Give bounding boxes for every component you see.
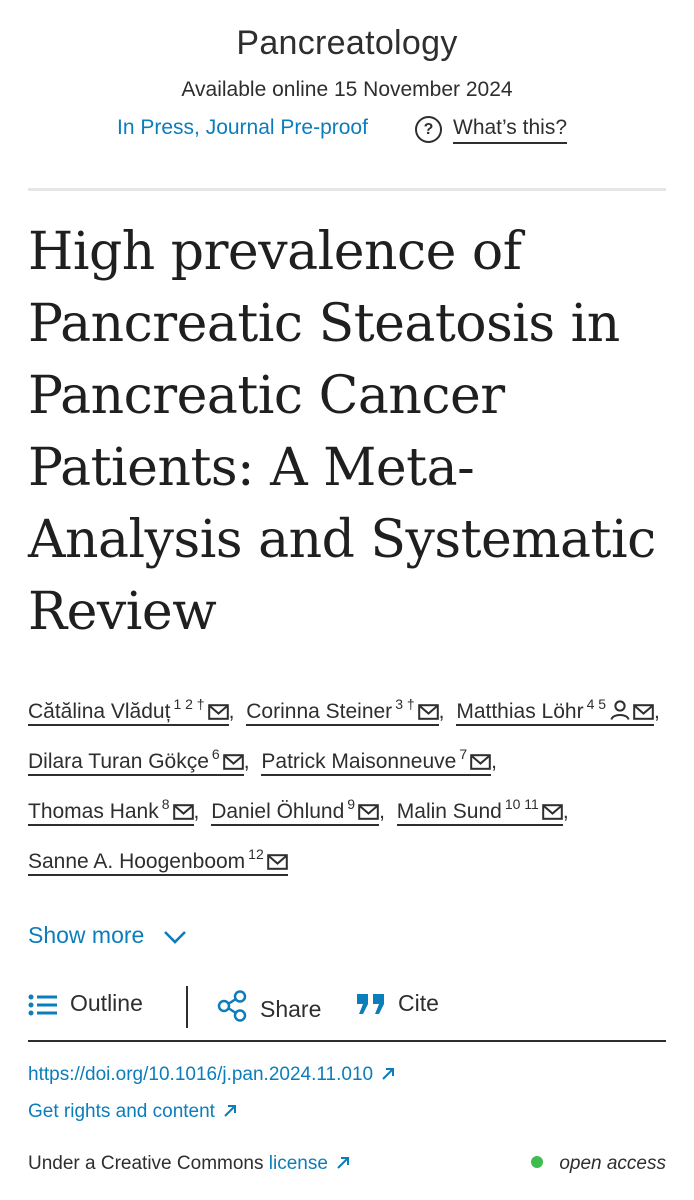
rights-link[interactable] [28,1101,237,1123]
person-icon [610,694,630,734]
license-link-label: license [268,1153,328,1174]
journal-title[interactable]: Pancreatology [236,24,458,62]
author-affiliations: 12 [248,846,264,862]
author-affiliations: 4 5 [586,696,607,712]
author-separator: , [654,700,660,723]
mail-icon [470,744,491,784]
rights-label: Get rights and content [28,1101,215,1122]
journal-preproof-link[interactable]: In Press, Journal Pre-proof [117,116,368,139]
author-affiliations: 1 2 † [173,696,205,712]
license-row [28,1153,666,1175]
author-link[interactable] [28,796,194,826]
external-link-icon [223,1104,237,1118]
open-access-badge [531,1153,666,1175]
author-name: Dilara Turan Gökçe [28,750,209,773]
whats-this-link[interactable]: What’s this? [453,116,567,144]
doi-link[interactable] [28,1064,395,1086]
author-separator: , [438,700,445,723]
author-list [28,684,668,884]
author-link[interactable] [28,846,288,876]
outline-label: Outline [70,990,143,1016]
outline-button[interactable] [28,990,143,1017]
chevron-down-icon [163,929,187,945]
share-icon [216,990,248,1022]
author-affiliations: 8 [161,796,170,812]
author-name: Malin Sund [396,800,502,823]
open-access-dot [531,1156,543,1168]
mail-icon [173,794,194,834]
author-name: Patrick Maisonneuve [261,750,457,773]
article-toolbar [28,986,666,1028]
author-affiliations: 3 † [395,696,415,712]
doi-label: https://doi.org/10.1016/j.pan.2024.11.010 [28,1064,374,1085]
author-affiliations: 6 [211,746,220,762]
author-affiliations: 10 11 [504,796,539,812]
cite-label: Cite [398,990,439,1016]
mail-icon [223,744,244,784]
author-name: Cătălina Vlăduț [28,700,171,723]
mail-icon [208,694,229,734]
help-icon[interactable]: ? [415,116,442,143]
author-link[interactable] [28,696,229,726]
external-link-icon [336,1156,350,1170]
author-link[interactable] [211,796,379,826]
author-name: Sanne A. Hoogenboom [28,850,246,873]
share-label: Share [260,996,322,1022]
author-name: Matthias Löhr [456,700,584,723]
license-link[interactable] [269,1153,350,1174]
author-link[interactable] [28,746,244,776]
author-name: Thomas Hank [28,800,159,823]
author-link[interactable] [396,796,563,826]
author-link[interactable] [456,696,654,726]
author-affiliations: 7 [459,746,468,762]
author-separator: , [243,750,250,773]
article-title: High prevalence of Pancreatic Steatosis in Pancreatic Cancer Patients: A Meta-Analysis and Systematic Review [28,222,656,642]
author-separator: , [379,800,385,823]
author-separator: , [228,700,235,723]
mail-icon [358,794,379,834]
header-divider [28,188,666,191]
toolbar-separator [186,986,188,1028]
mail-icon [542,794,563,834]
list-icon [28,994,58,1016]
author-separator: , [562,800,569,823]
external-link-icon [381,1067,395,1081]
author-separator: , [491,750,497,773]
status-row [0,114,694,146]
quote-icon [356,992,386,1016]
availability-date: Available online 15 November 2024 [181,78,513,101]
author-name: Daniel Öhlund [211,800,345,823]
mail-icon [267,844,288,884]
mail-icon [633,694,654,734]
author-affiliations: 9 [347,796,356,812]
open-access-label: open access [559,1153,666,1174]
author-link[interactable] [246,696,438,726]
author-link[interactable] [261,746,491,776]
license-prefix: Under a Creative Commons [28,1153,264,1174]
share-button[interactable] [216,990,321,1023]
author-separator: , [193,800,200,823]
mail-icon [418,694,439,734]
cite-button[interactable] [356,990,439,1017]
show-more-button[interactable] [28,922,187,949]
toolbar-divider [28,1040,666,1042]
author-name: Corinna Steiner [246,700,393,723]
show-more-label: Show more [28,922,145,948]
